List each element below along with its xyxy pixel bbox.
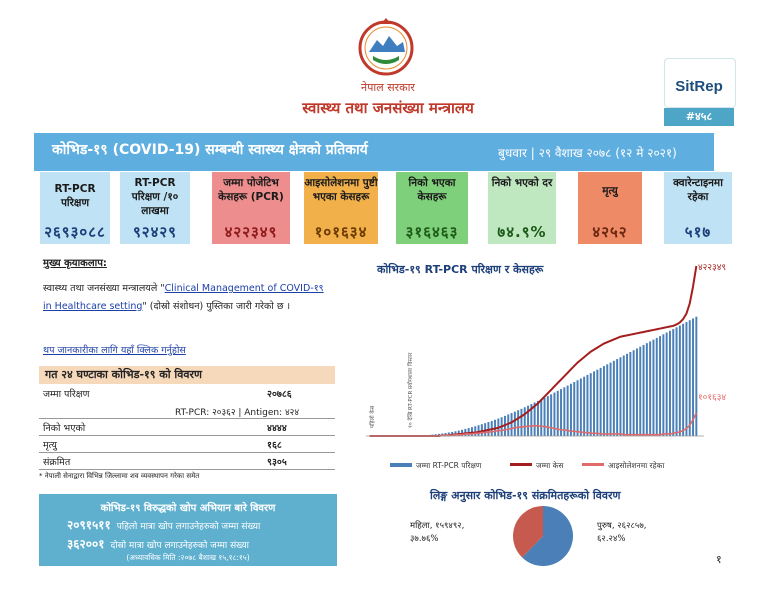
stat-card-recovered [396,172,468,244]
cases-end-label: ४२२३४९ [698,263,727,273]
banner-date: बुधवार | २९ वैशाख २०७८ (१२ मे २०२१) [498,146,677,160]
chart-bar [596,370,598,436]
stat-value: ४२५२ [592,223,628,241]
male-count: पुरुष, २६२८५७, [597,521,647,531]
male-percent: ६२.२४% [597,534,626,544]
chart-bar [478,425,480,436]
chart-bar [563,387,565,436]
legend-tests: जम्मा RT-PCR परिक्षण [416,461,482,470]
chart-bar [623,356,625,436]
stat-value: ९२४२९ [132,223,177,241]
chart-bar [570,384,572,436]
sitrep-title: SitRep [675,78,723,95]
row-label: निको भएको [43,423,86,434]
government-name: नेपाल सरकार [361,81,415,94]
pie-label-male [597,520,646,546]
chart-bar [583,377,585,436]
stat-label: निको भएका केसहरू [408,177,456,203]
last-24h-heading: गत २४ घण्टाका कोभिड-१९ को विवरण [39,366,335,384]
chart-bar [656,338,658,436]
chart-bar [629,352,631,436]
stat-value: ७४.९% [497,223,547,241]
row-value: ४४४४ [267,423,287,434]
chart-bar [567,386,569,436]
chart-bar [593,371,595,436]
test-breakdown: RT-PCR: २०३६२ | Antigen: ४२४ [175,408,300,418]
chart-bar [600,368,602,436]
chart-bar [590,373,592,436]
chart-bar [619,357,621,436]
chart-bar [695,317,697,436]
chart-bar [639,347,641,436]
chart-bar [610,363,612,436]
chart-bar [659,336,661,436]
nepal-emblem-logo [355,18,417,76]
chart-bar [511,413,513,436]
chart-bar [514,412,516,436]
chart-title: कोभिड-१९ RT-PCR परिक्षण र केसहरू [377,263,544,276]
table-row [39,436,335,453]
chart-bar [507,414,509,436]
page-number: १ [716,553,722,566]
chart-bar [553,393,555,436]
table-footnote: * नेपाली सेनाद्वारा विभिन्न जिल्लामा शव व्यवस्थापन गरेका समेत [39,472,200,480]
second-dose-label: दोस्रो मात्रा खोप लगाउनेहरुको जम्मा संख्या [110,541,250,551]
table-row [39,419,335,436]
row-value: १६८ [267,440,282,451]
chart-bar [666,333,668,436]
chart-bar [682,324,684,436]
table-row [39,453,335,470]
activity-text: " (दोस्रो संशोधन) पुस्तिका जारी गरेको छ । [142,301,291,312]
chart-bar [573,382,575,436]
row-value: ९३०५ [267,457,287,468]
stat-card-recovery-rate [488,172,556,244]
stat-card-positive [212,172,290,244]
banner-title: कोभिड-१९ (COVID-19) सम्बन्धी स्वास्थ्य क्षेत्रको प्रतिकार्य [52,142,368,158]
chart-bar [517,410,519,436]
chart-bar [679,326,681,436]
activity-text: स्वास्थ्य तथा जनसंख्या मन्त्रालयले " [43,283,165,294]
lab-expansion-annotation: १० देखि RT-PCR प्रयोगशाला विस्तार [408,352,414,428]
isolation-end-label: १०१६३४ [698,393,727,403]
stat-label: RT-PCR परिक्षण [54,183,96,209]
chart-bar [672,329,674,436]
stat-label: आइसोलेशनमा पुष्टी भएका केसहरू [304,177,378,203]
first-dose-value: २०९१५११ [67,518,111,532]
stat-card-quarantine [664,172,732,244]
pie-label-female [410,520,464,546]
chart-bar [550,394,552,436]
main-activities-text [43,280,333,316]
chart-bar [676,327,678,436]
chart-bar [662,334,664,436]
female-percent: ३७.७६% [410,534,439,544]
legend-cases: जम्मा केस [536,461,564,470]
chart-bar [520,409,522,436]
chart-bar [468,428,470,436]
female-count: महिला, १५९४९२, [410,521,465,531]
chart-bar [474,426,476,436]
chart-bar [606,364,608,436]
row-label: मृत्यु [43,440,57,451]
vaccine-second-dose [67,535,249,552]
row-label: जम्मा परिक्षण [43,389,90,400]
ministry-title: स्वास्थ्य तथा जनसंख्या मन्त्रालय [302,99,474,117]
row-label: संक्रमित [43,457,71,468]
chart-bar [626,354,628,436]
stat-card-rtpcr [40,172,110,244]
chart-bar [649,341,651,436]
chart-legend [390,461,665,470]
chart-bar [577,380,579,436]
stat-value: १०१६३४ [314,223,368,241]
chart-bar [643,345,645,436]
chart-bar [544,398,546,436]
chart-bar [646,343,648,436]
legend-isolation: आइसोलेशनमा रहेका [608,461,665,470]
testing-cases-chart [360,258,727,478]
vaccine-update-date: (अध्यावधिक मिति :२०७८ बैशाख १५,१८:१५) [126,553,250,562]
chart-bar [580,378,582,436]
chart-bar [689,320,691,436]
stat-label: जम्मा पोजेटिभ केसहरू (PCR) [218,177,284,203]
chart-bar [633,350,635,436]
stat-value: ५१७ [684,223,712,241]
chart-bar [669,331,671,436]
stat-value: ३१६४६३ [405,223,459,241]
chart-bar [616,359,618,436]
chart-bar [603,366,605,436]
chart-bar [613,361,615,436]
row-value: २०७८६ [267,389,292,400]
pie-title: लिङ्ग अनुसार कोभिड-१९ संक्रमितहरूको विवरण [430,489,621,502]
chart-bar [586,375,588,436]
stat-label: क्वारेन्टाइनमा रहेका [673,177,723,203]
chart-bar [685,322,687,436]
stat-value: २६९३०८८ [44,223,106,241]
vaccine-first-dose [67,516,260,533]
stat-label: RT-PCR परिक्षण /१० लाखमा [131,177,179,217]
table-divider [39,402,335,419]
stat-value: ४२२३४९ [224,223,278,241]
chart-bar [524,407,526,436]
stat-label: मृत्यु [602,185,618,197]
main-activities-heading: मुख्य कृयाकलाप: [43,258,107,269]
chart-bar [537,401,539,436]
chart-bar [636,348,638,436]
sitrep-number: #४५८ [664,108,734,126]
chart-bar [547,396,549,436]
first-case-annotation: पहिलो केस [370,405,376,428]
stat-card-isolation [304,172,378,244]
more-info-link[interactable]: थप जानकारीका लागि यहाँ क्लिक गर्नुहोस [43,345,186,356]
stat-label: निको भएको दर [491,177,553,189]
first-dose-label: पहिलो मात्रा खोप लगाउनेहरुको जम्मा संख्या [116,522,261,532]
chart-bar [540,399,542,436]
chart-bar [652,340,654,436]
vaccine-title: कोभिड-१९ विरुद्धको खोप अभियान बारे विवरण [100,503,276,514]
second-dose-value: ३६२००१ [67,537,105,551]
clinical-management-link[interactable]: Clinical Management of COVID-१९ in Healthcare setting [43,283,324,312]
stat-card-rtpcr-per-million [120,172,190,244]
gender-pie-chart [512,505,574,567]
stat-card-deaths [578,172,642,244]
